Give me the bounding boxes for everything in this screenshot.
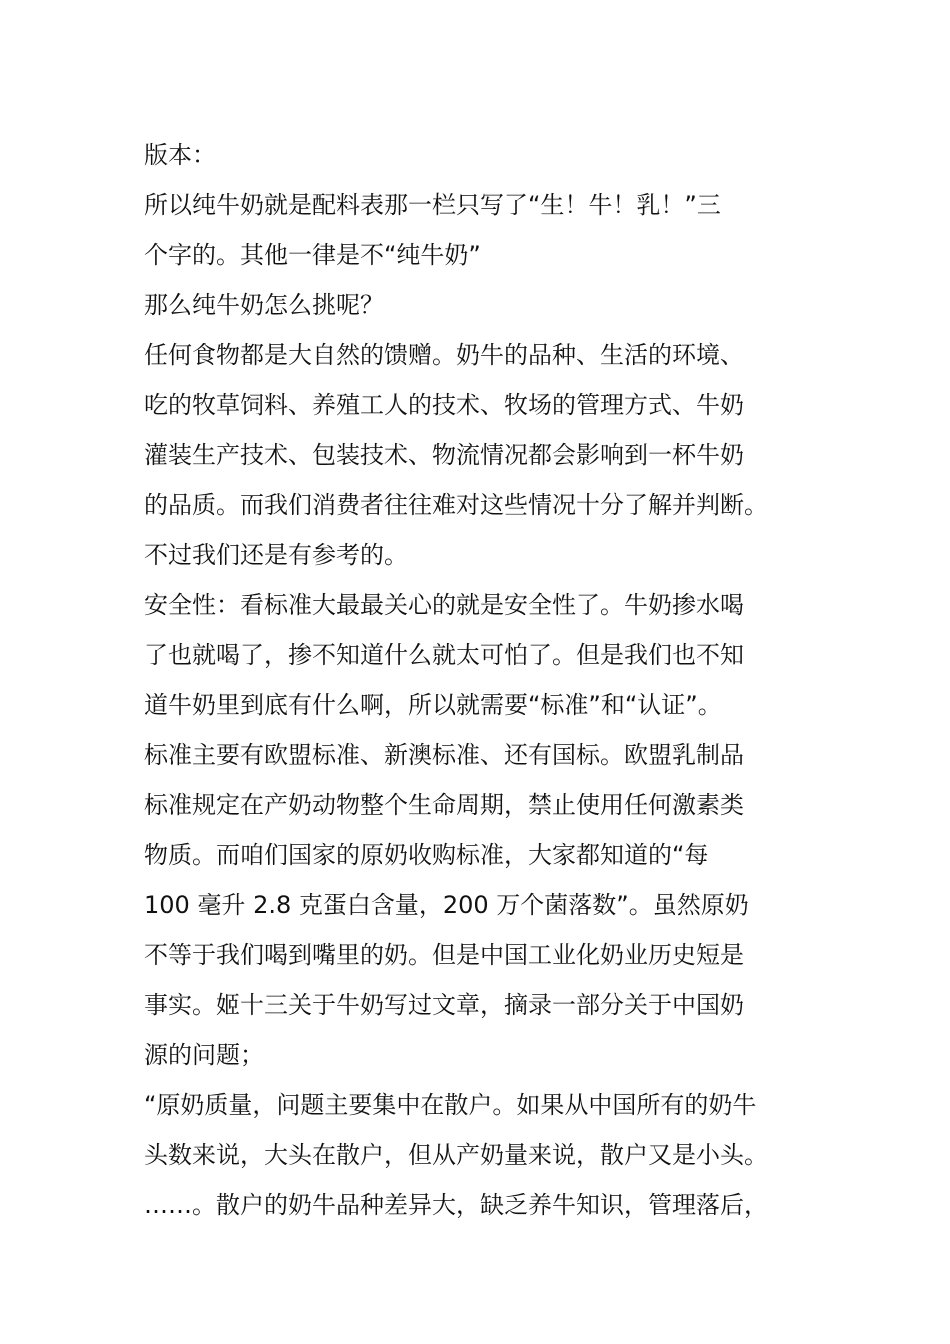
text-line: 安全性：看标准大最最关心的就是安全性了。牛奶掺水喝 [144,591,744,619]
text-line: ……。散户的奶牛品种差异大，缺乏养牛知识，管理落后， [144,1191,768,1219]
text-line: 灌装生产技术、包装技术、物流情况都会影响到一杯牛奶 [144,441,744,469]
text-line: 道牛奶里到底有什么啊，所以就需要“标准”和“认证”。 [144,691,722,719]
text-line: 任何食物都是大自然的馈赠。奶牛的品种、生活的环境、 [144,341,744,369]
text-line: 不过我们还是有参考的。 [144,541,408,569]
text-line: 的品质。而我们消费者往往难对这些情况十分了解并判断。 [144,491,768,519]
text-line: 100 毫升 2.8 克蛋白含量，200 万个菌落数”。虽然原奶 [144,891,749,919]
text-line: 物质。而咱们国家的原奶收购标准，大家都知道的“每 [144,841,709,869]
text-line: 不等于我们喝到嘴里的奶。但是中国工业化奶业历史短是 [144,941,744,969]
text-line: 事实。姬十三关于牛奶写过文章，摘录一部分关于中国奶 [144,991,744,1019]
text-line: 所以纯牛奶就是配料表那一栏只写了“生！牛！乳！”三 [144,191,721,219]
text-line: 标准规定在产奶动物整个生命周期，禁止使用任何激素类 [144,791,744,819]
text-line: “原奶质量，问题主要集中在散户。如果从中国所有的奶牛 [144,1091,757,1119]
text-line: 了也就喝了，掺不知道什么就太可怕了。但是我们也不知 [144,641,744,669]
text-line: 标准主要有欧盟标准、新澳标准、还有国标。欧盟乳制品 [144,741,744,769]
text-line: 那么纯牛奶怎么挑呢？ [144,291,384,319]
text-line: 头数来说，大头在散户，但从产奶量来说，散户又是小头。 [144,1141,768,1169]
text-line: 个字的。其他一律是不“纯牛奶” [144,241,481,269]
text-line-version: 版本： [144,141,216,169]
text-line: 源的问题； [144,1041,264,1069]
document-body [144,130,814,1230]
text-line: 吃的牧草饲料、养殖工人的技术、牧场的管理方式、牛奶 [144,391,744,419]
